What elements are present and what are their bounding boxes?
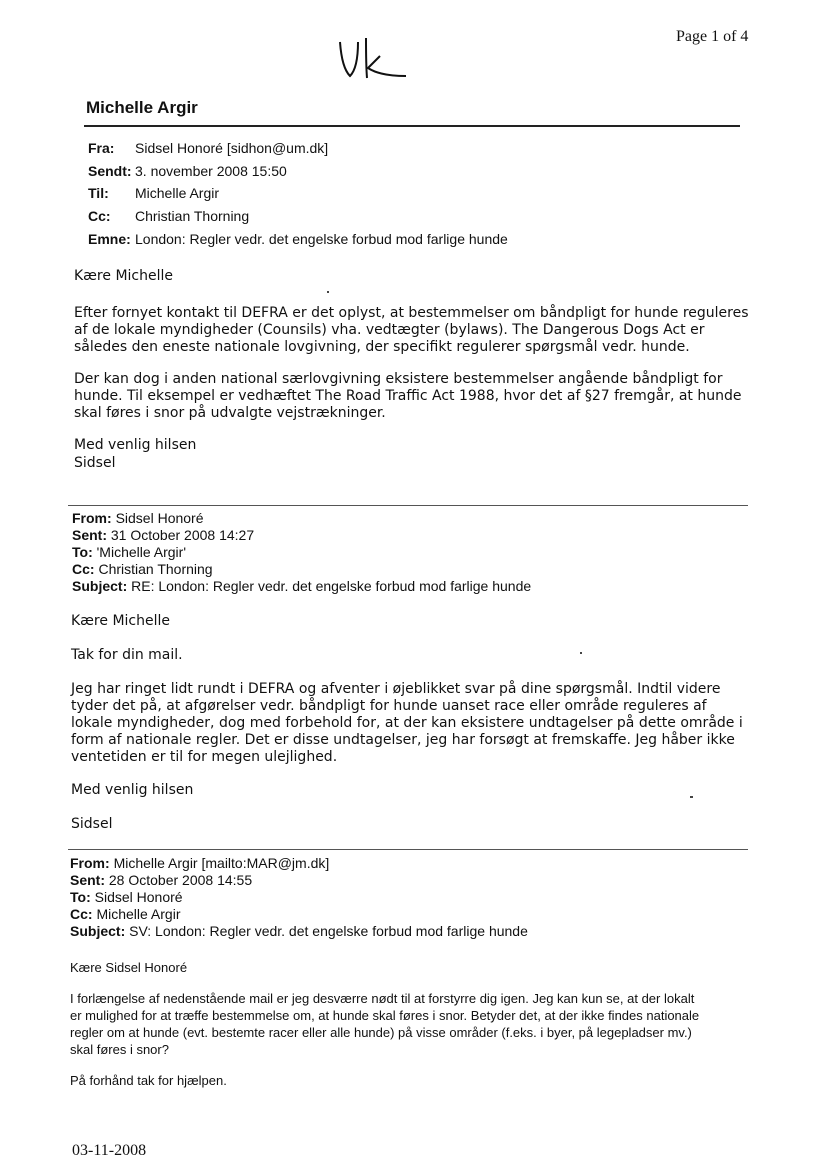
email2-to-value: 'Michelle Argir' (96, 544, 186, 560)
text-line: tyder det på, at afgørelser vedr. båndpligt for hunde uanset race eller område reguleres af (71, 698, 707, 714)
email1-sent-value: 3. november 2008 15:50 (135, 163, 287, 179)
email3-to-row (70, 889, 528, 906)
email1-greeting: Kære Michelle (74, 268, 173, 284)
email3-header (70, 855, 528, 940)
mailbox-owner-name: Michelle Argir (86, 98, 198, 117)
text-line: Der kan dog i anden national særlovgivning eksistere bestemmelser angående båndpligt for (74, 371, 723, 387)
text-line: I forlængelse af nedenstående mail er jeg desværre nødt til at forstyrre dig igen. Jeg kan kun se, at der lokalt (70, 991, 695, 1006)
email3-sent-label: Sent: (70, 872, 105, 888)
email3-from-label: From: (70, 855, 110, 871)
text-line: er mulighed for at træffe bestemmelse om, at hunde skal føres i snor. Betyder det, at der ikke findes nationale (70, 1008, 700, 1023)
email1-to-label: Til: (88, 185, 109, 201)
email2-cc-row (72, 561, 531, 578)
email2-line-1: Tak for din mail. (71, 647, 183, 663)
email2-cc-label: Cc: (72, 561, 95, 577)
scan-speck (580, 652, 582, 654)
email1-sent-label: Sendt: (88, 163, 132, 179)
email3-to-label: To: (70, 889, 91, 905)
scan-speck (327, 291, 329, 293)
email2-sent-label: Sent: (72, 527, 107, 543)
text-line: form af nationale regler. Det er disse undtagelser, jeg har forsøgt at fremskaffe. Jeg håber ikke (71, 732, 735, 748)
email-separator (68, 849, 748, 850)
email3-subject-label: Subject: (70, 923, 126, 939)
text-line: regler om at hunde (evt. bestemte racer eller alle hunde) på visse områder (f.eks. i byer, på legepladser mv.) (70, 1025, 692, 1040)
email3-from-value: Michelle Argir [mailto:MAR@jm.dk] (113, 855, 330, 871)
email2-signoff: Sidsel (71, 816, 113, 832)
email3-from-row (70, 855, 528, 872)
footer-date: 03-11-2008 (72, 1142, 147, 1159)
text-line: ventetiden er til for megen ulejlighed. (71, 749, 338, 765)
email2-to-label: To: (72, 544, 93, 560)
email3-paragraph (70, 990, 750, 1058)
email3-cc-value: Michelle Argir (96, 906, 181, 922)
scan-speck (690, 796, 693, 798)
email1-cc-row (88, 208, 249, 224)
email2-sent-row (72, 527, 531, 544)
email3-cc-label: Cc: (70, 906, 93, 922)
email2-sent-value: 31 October 2008 14:27 (110, 527, 255, 543)
text-line: Jeg har ringet lidt rundt i DEFRA og afventer i øjeblikket svar på dine spørgsmål. Indtil videre (71, 681, 721, 697)
email2-to-row (72, 544, 531, 561)
email1-sent-row (88, 163, 287, 179)
text-line: hunde. Til eksempel er vedhæftet The Road Traffic Act 1988, hvor det af §27 fremgår, at hunde (74, 388, 742, 404)
email1-to-value: Michelle Argir (135, 185, 220, 201)
email2-paragraph (71, 681, 761, 766)
header-divider (84, 125, 740, 127)
handwritten-initials (336, 36, 416, 89)
text-line: skal føres i snor? (70, 1042, 169, 1057)
email2-cc-value: Christian Thorning (98, 561, 213, 577)
email2-subject-row (72, 578, 531, 595)
email3-subject-value: SV: London: Regler vedr. det engelske forbud mod farlige hunde (129, 923, 528, 939)
email3-sent-row (70, 872, 528, 889)
email1-from-value: Sidsel Honoré [sidhon@um.dk] (135, 140, 329, 156)
email1-cc-label: Cc: (88, 208, 111, 224)
email3-sent-value: 28 October 2008 14:55 (108, 872, 253, 888)
email2-header (72, 510, 531, 595)
email3-greeting: Kære Sidsel Honoré (70, 960, 188, 975)
email1-paragraph-2 (74, 371, 764, 422)
email3-cc-row (70, 906, 528, 923)
email1-closing: Med venlig hilsen (74, 437, 197, 453)
email2-greeting: Kære Michelle (71, 613, 170, 629)
text-line: af de lokale myndigheder (Counsils) vha. vedtægter (bylaws). The Dangerous Dogs Act er (74, 322, 705, 338)
email2-closing: Med venlig hilsen (71, 782, 194, 798)
email1-subject-label: Emne: (88, 231, 131, 247)
email-separator (68, 505, 748, 506)
text-line: således den eneste nationale lovgivning, der specifikt regulerer spørgsmål vedr. hunde. (74, 339, 690, 355)
text-line: Efter fornyet kontakt til DEFRA er det oplyst, at bestemmelser om båndpligt for hunde reguleres (74, 305, 749, 321)
email1-signoff: Sidsel (74, 455, 116, 471)
text-line: skal føres i snor på udvalgte vejstrækninger. (74, 405, 386, 421)
email1-from-row (88, 140, 328, 156)
email2-from-value: Sidsel Honoré (115, 510, 204, 526)
email1-to-row (88, 185, 219, 201)
email1-cc-value: Christian Thorning (135, 208, 250, 224)
email1-subject-value: London: Regler vedr. det engelske forbud mod farlige hunde (135, 231, 508, 247)
page-number: Page 1 of 4 (676, 28, 749, 45)
email1-subject-row (88, 231, 508, 247)
email2-subject-label: Subject: (72, 578, 128, 594)
email3-subject-row (70, 923, 528, 940)
email1-paragraph-1 (74, 305, 764, 356)
text-line: lokale myndigheder, dog med forbehold for, at der kan eksistere undtagelser på dette område i (71, 715, 743, 731)
email3-thanks: På forhånd tak for hjælpen. (70, 1073, 227, 1088)
email1-from-label: Fra: (88, 140, 115, 156)
email2-subject-value: RE: London: Regler vedr. det engelske forbud mod farlige hunde (131, 578, 532, 594)
email2-from-label: From: (72, 510, 112, 526)
email2-from-row (72, 510, 531, 527)
email3-to-value: Sidsel Honoré (94, 889, 183, 905)
